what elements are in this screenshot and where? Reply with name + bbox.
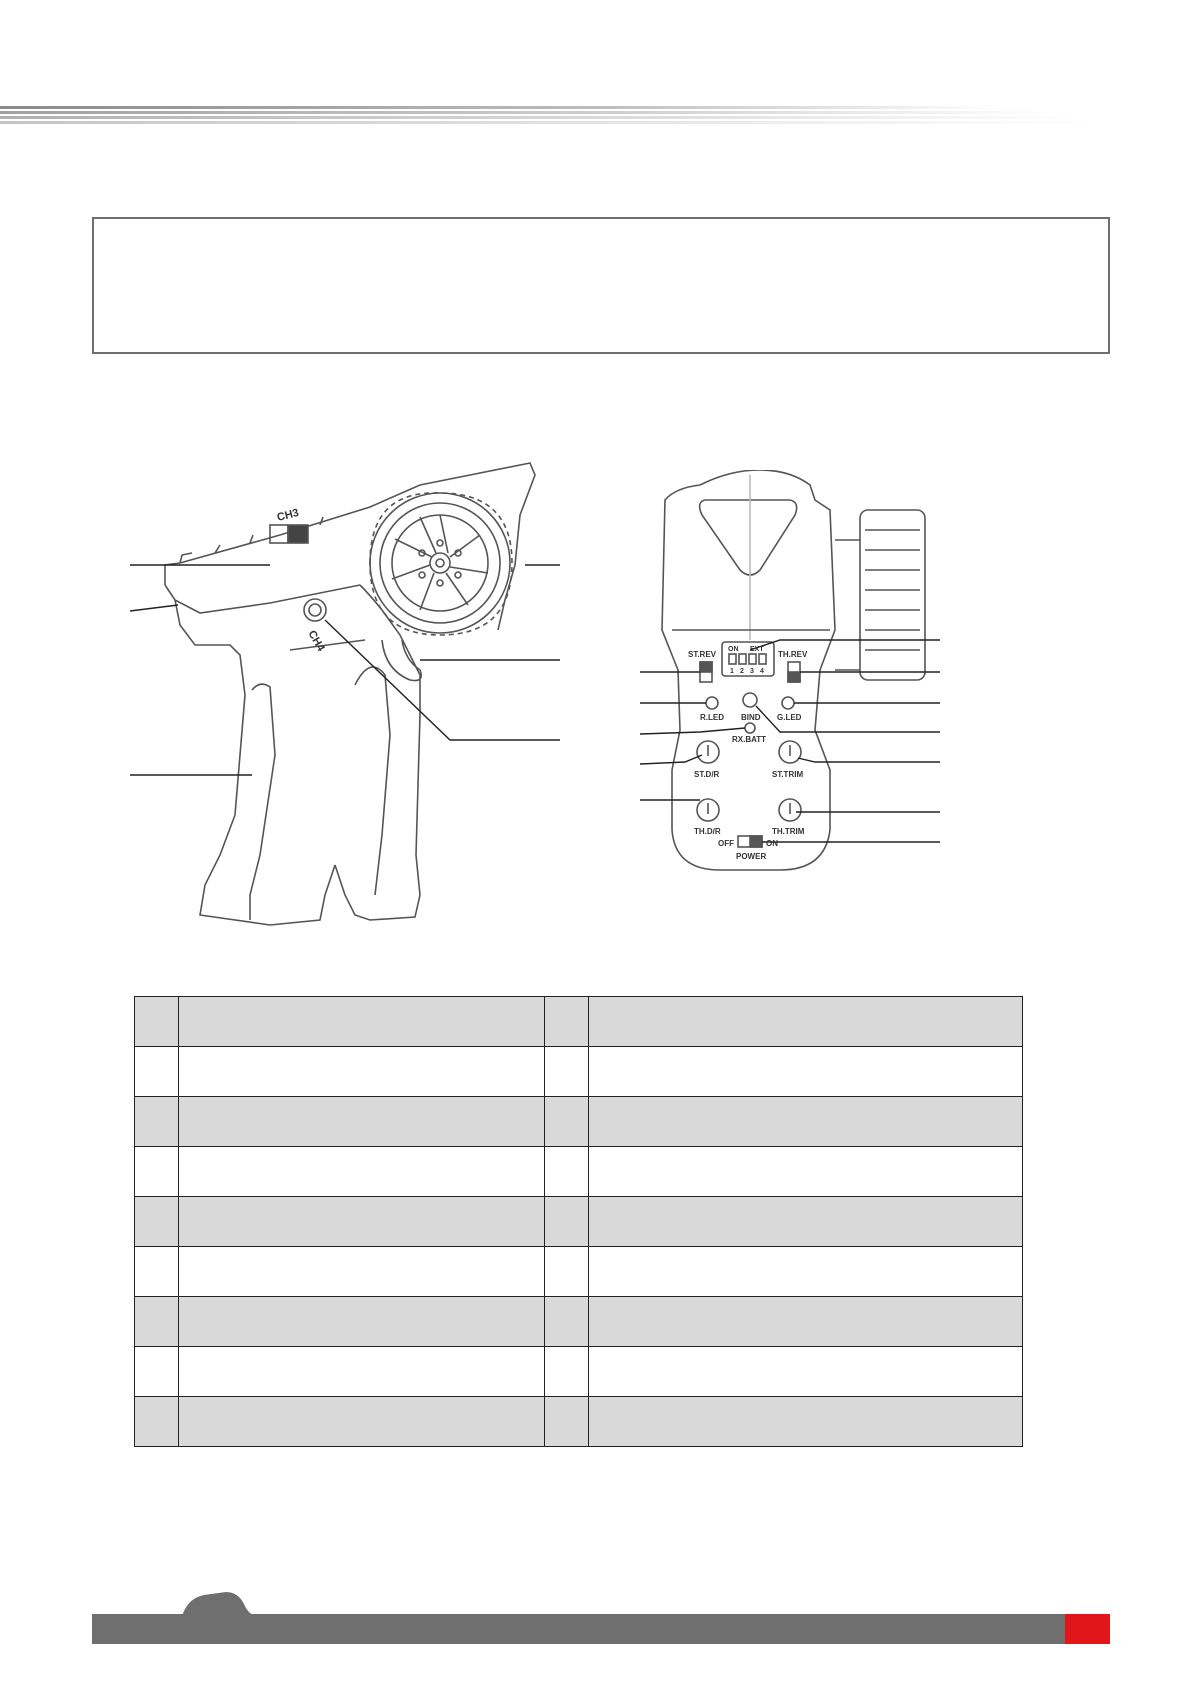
table-row (135, 1047, 1023, 1097)
bind-label: BIND (741, 713, 761, 722)
dip-number-4: 4 (760, 668, 764, 675)
part-name-cell (589, 997, 1023, 1047)
ch4-label: CH4 (305, 628, 327, 654)
part-name-cell (179, 1047, 545, 1097)
parts-table-body (135, 997, 1023, 1447)
part-number-cell (135, 1347, 179, 1397)
part-number-cell (545, 997, 589, 1047)
g-led-label: G.LED (777, 713, 802, 722)
part-name-cell (179, 1197, 545, 1247)
part-number-cell (135, 1397, 179, 1447)
part-number-cell (545, 1247, 589, 1297)
part-name-cell (589, 1347, 1023, 1397)
footer-bar (92, 1614, 1110, 1644)
part-name-cell (179, 1097, 545, 1147)
part-number-cell (545, 1097, 589, 1147)
part-name-cell (179, 997, 545, 1047)
part-name-cell (589, 1047, 1023, 1097)
part-name-cell (179, 1247, 545, 1297)
part-number-cell (545, 1047, 589, 1097)
part-name-cell (179, 1297, 545, 1347)
part-number-cell (135, 1097, 179, 1147)
part-name-cell (589, 1097, 1023, 1147)
table-row (135, 1247, 1023, 1297)
table-row (135, 1197, 1023, 1247)
rx-batt-label: RX.BATT (732, 735, 767, 744)
part-number-cell (135, 1047, 179, 1097)
dip-number-1: 1 (730, 668, 734, 675)
part-number-cell (135, 1197, 179, 1247)
part-number-cell (545, 1347, 589, 1397)
part-number-cell (545, 1147, 589, 1197)
table-row (135, 1147, 1023, 1197)
transmitter-side-view (120, 455, 560, 935)
table-row (135, 1297, 1023, 1347)
part-number-cell (135, 1297, 179, 1347)
power-label: POWER (736, 852, 767, 861)
th-rev-label: TH.REV (778, 650, 808, 659)
dip-number-3: 3 (750, 668, 754, 675)
part-number-cell (545, 1397, 589, 1447)
part-name-cell (589, 1297, 1023, 1347)
table-row (135, 1347, 1023, 1397)
ch3-label: CH3 (275, 506, 301, 524)
table-row (135, 997, 1023, 1047)
part-name-cell (589, 1197, 1023, 1247)
parts-table (134, 996, 1023, 1447)
part-number-cell (135, 1147, 179, 1197)
table-row (135, 1397, 1023, 1447)
part-number-cell (135, 1247, 179, 1297)
part-name-cell (179, 1397, 545, 1447)
part-number-cell (545, 1197, 589, 1247)
st-rev-label: ST.REV (688, 650, 717, 659)
part-name-cell (179, 1347, 545, 1397)
r-led-label: R.LED (700, 713, 724, 722)
power-on-label: ON (766, 839, 778, 848)
part-number-cell (545, 1297, 589, 1347)
notice-box (92, 217, 1110, 354)
transmitter-back-panel (640, 470, 960, 890)
table-row (135, 1097, 1023, 1147)
dip-ext-label: EXT (750, 646, 764, 653)
part-number-cell (135, 997, 179, 1047)
part-name-cell (589, 1147, 1023, 1197)
power-off-label: OFF (718, 839, 734, 848)
footer-tab (182, 1590, 262, 1616)
st-dr-label: ST.D/R (694, 770, 720, 779)
part-name-cell (589, 1247, 1023, 1297)
part-name-cell (589, 1397, 1023, 1447)
dip-on-label: ON (728, 646, 739, 653)
dip-number-2: 2 (740, 668, 744, 675)
part-name-cell (179, 1147, 545, 1197)
th-dr-label: TH.D/R (694, 827, 721, 836)
st-trim-label: ST.TRIM (772, 770, 804, 779)
page-marker (1065, 1614, 1110, 1644)
th-trim-label: TH.TRIM (772, 827, 805, 836)
